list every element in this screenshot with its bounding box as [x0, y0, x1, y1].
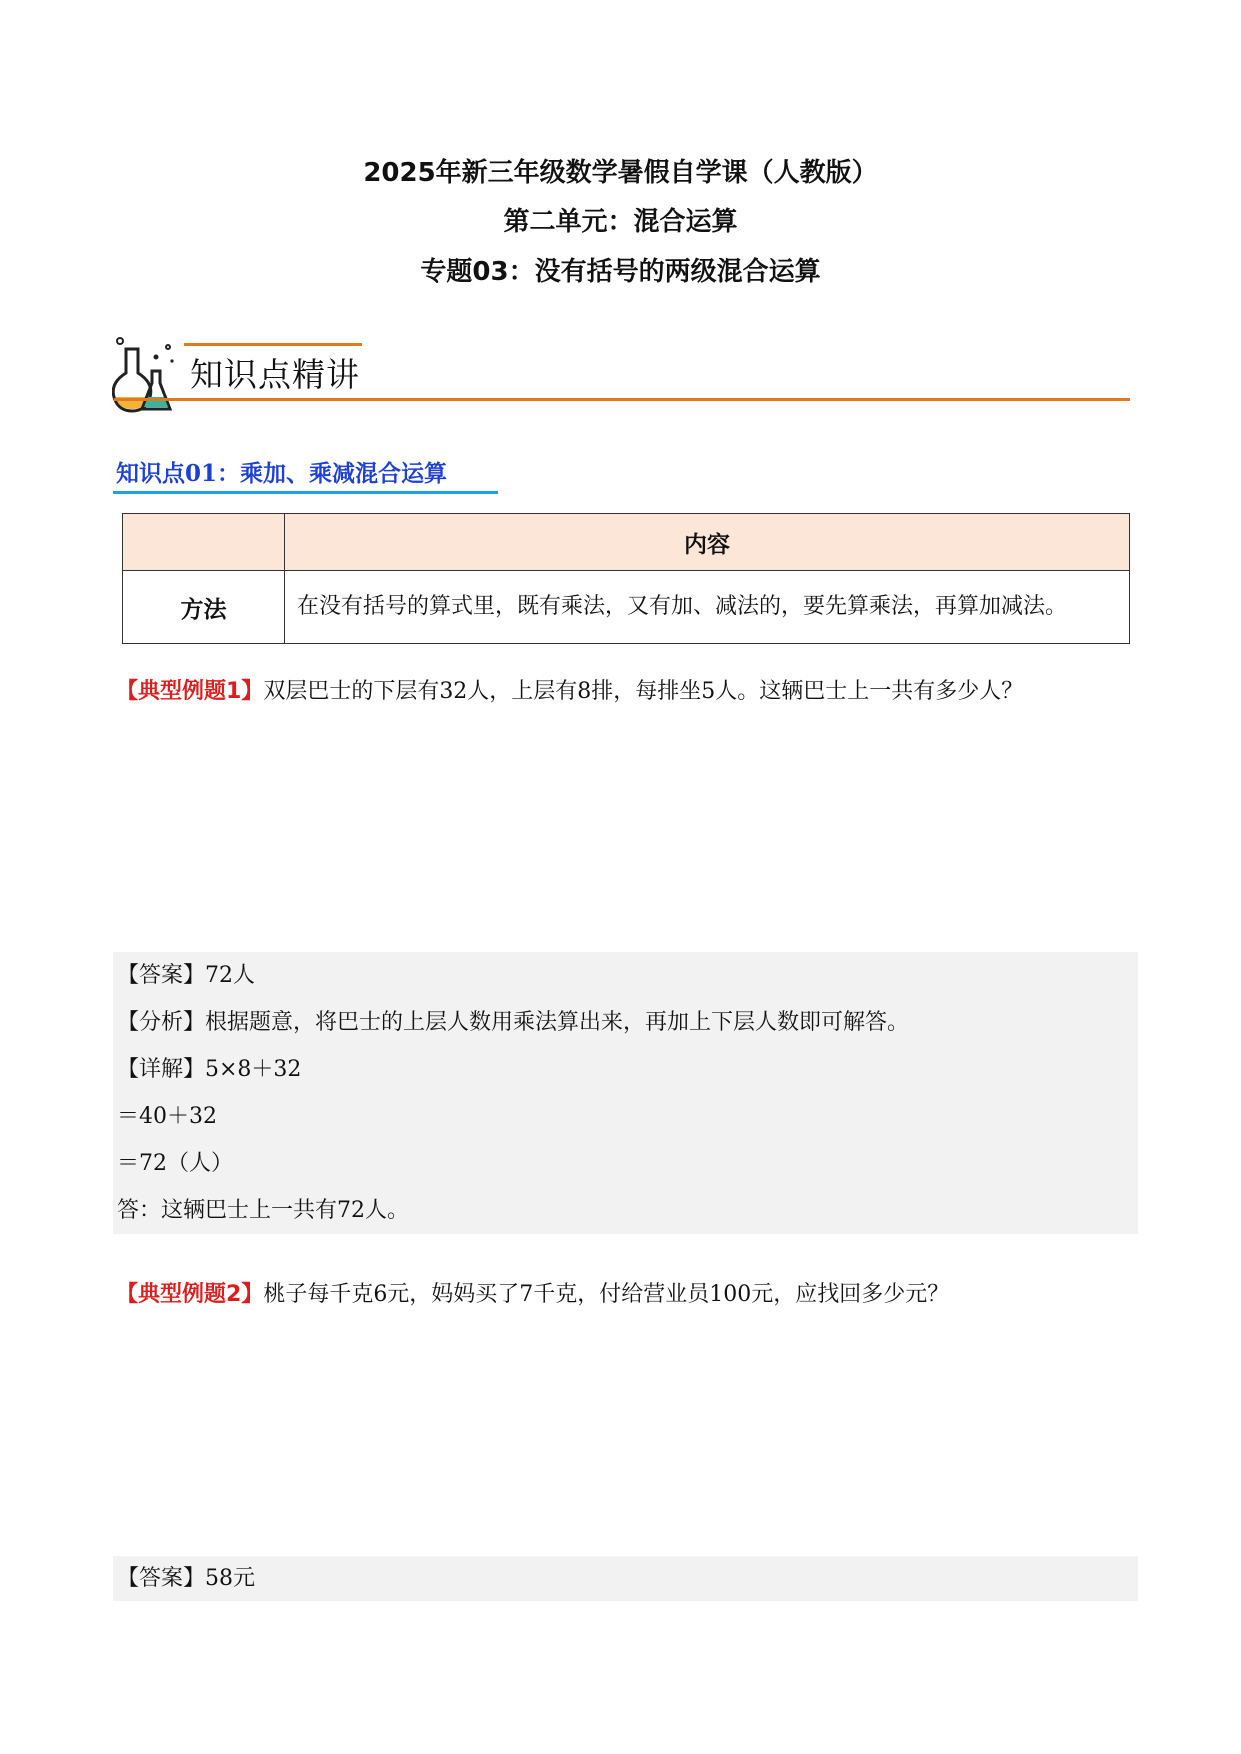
table-header-empty-cell [123, 514, 285, 571]
section-banner-title: 知识点精讲 [190, 355, 360, 394]
table-row [123, 571, 1130, 644]
example-2-question [116, 1271, 1136, 1319]
answer-line: 【答案】58元 [117, 1566, 255, 1591]
example-1-answer-box [113, 952, 1138, 1234]
example-2-tag: 【典型例题2】 [116, 1282, 264, 1307]
solution-line: 【详解】5×8＋32 [117, 1057, 302, 1082]
analysis-line: 【分析】根据题意，将巴士的上层人数用乘法算出来，再加上下层人数即可解答。 [117, 1010, 910, 1035]
topic-title: 专题03：没有括号的两级混合运算 [420, 257, 821, 287]
table-header-row [123, 514, 1130, 571]
final-answer-line: 答：这辆巴士上一共有72人。 [117, 1198, 409, 1223]
method-label: 方法 [123, 571, 285, 644]
solution-step: ＝72（人） [117, 1151, 233, 1176]
knowledge-point-underline [113, 491, 498, 494]
method-description: 在没有括号的算式里，既有乘法，又有加、减法的，要先算乘法，再算加减法。 [285, 571, 1130, 644]
example-1-question-text: 双层巴士的下层有32人，上层有8排，每排坐5人。这辆巴士上一共有多少人？ [263, 679, 1024, 704]
example-1-question [116, 668, 1136, 716]
document-title: 2025年新三年级数学暑假自学课（人教版） [363, 158, 878, 188]
method-table [122, 513, 1130, 644]
unit-title: 第二单元：混合运算 [503, 207, 738, 237]
example-2-question-text: 桃子每千克6元，妈妈买了7千克，付给营业员100元，应找回多少元？ [263, 1282, 950, 1307]
solution-step: ＝40＋32 [117, 1104, 217, 1129]
answer-line: 【答案】72人 [117, 963, 255, 988]
example-1-tag: 【典型例题1】 [116, 679, 264, 704]
table-header-content: 内容 [285, 514, 1130, 571]
example-2-answer-box [113, 1556, 1138, 1601]
knowledge-point-title: 知识点01：乘加、乘减混合运算 [116, 460, 448, 487]
